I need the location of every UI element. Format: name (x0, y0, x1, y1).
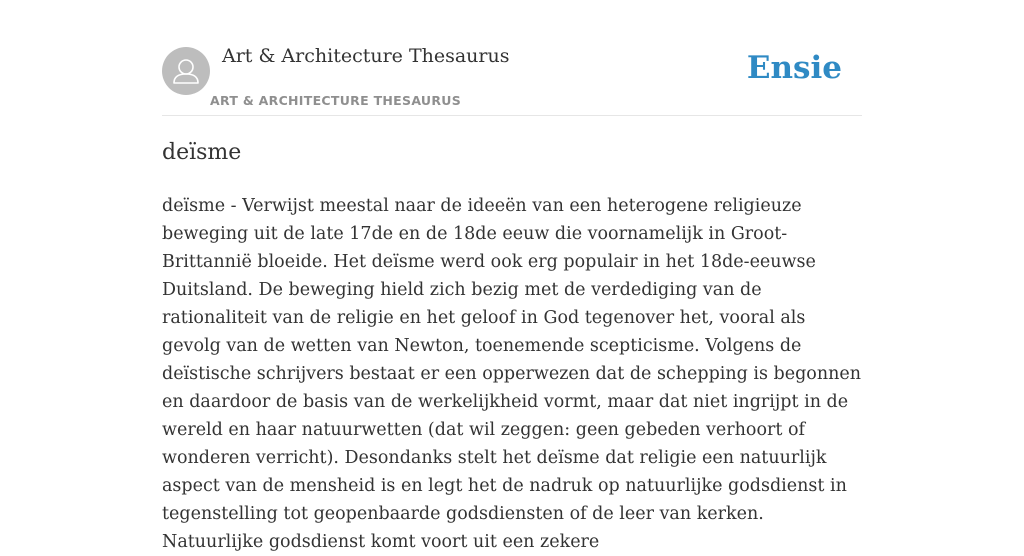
author-avatar[interactable] (162, 47, 210, 95)
definition-text: deïsme - Verwijst meestal naar de ideeën van een heterogene religieuze beweging uit de late 17de en de 18de eeuw die voornamelijk in Groot-Brittannië bloeide. Het deïsme werd ook erg populair in het 18de-eeuwse Duitsland. De beweging hield zich bezig met de verdediging van de rationaliteit van de religie en het geloof in God tegenover het, vooral als gevolg van de wetten van Newton, toenemende scepticisme. Volgens de deïstische schrijvers bestaat er een opperwezen dat de schepping is begonnen en daardoor de basis van de werkelijkheid vormt, maar dat niet ingrijpt in de wereld en haar natuurwetten (dat wil zeggen: geen gebeden verhoort of wonderen verricht). Desondanks stelt het deïsme dat religie een natuurlijk aspect van de mensheid is en legt het de nadruk op natuurlijke godsdienst in tegenstelling tot geopenbaarde godsdiensten of de leer van kerken. Natuurlijke godsdienst komt voort uit een zekere (162, 196, 862, 552)
source-label[interactable]: ART & ARCHITECTURE THESAURUS (210, 93, 462, 108)
ensie-logo[interactable]: Ensie (746, 50, 842, 86)
author-name-link[interactable]: Art & Architecture Thesaurus (222, 45, 510, 67)
entry-header (162, 0, 862, 116)
user-silhouette-icon (162, 47, 210, 95)
term-title: deïsme (162, 140, 242, 165)
